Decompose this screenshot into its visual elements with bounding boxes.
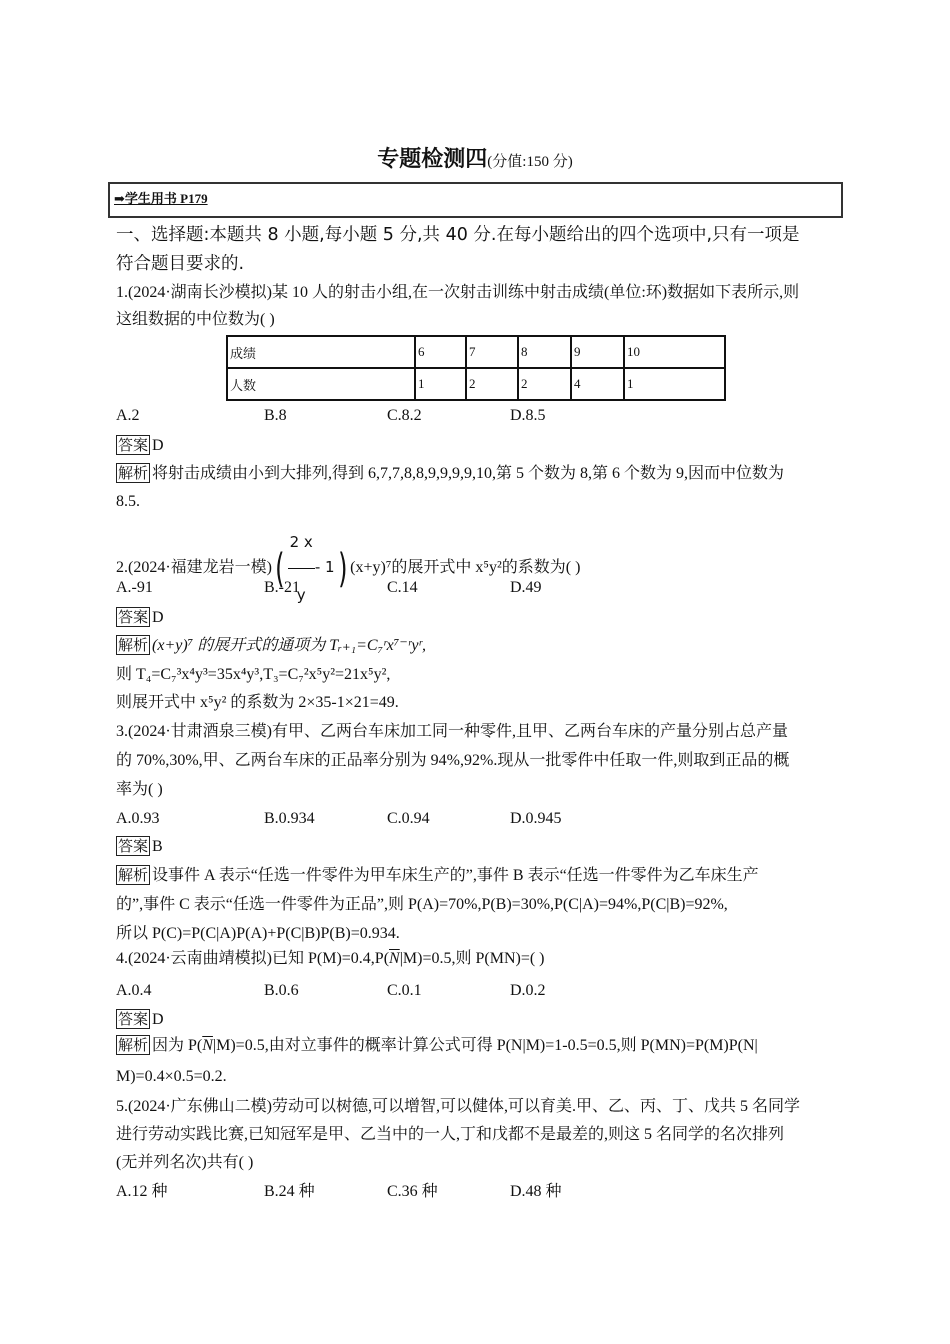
q5-stem-line2: 进行劳动实践比赛,已知冠军是甲、乙当中的一人,丁和戊都不是最差的,则这 5 名同学的名次排列 [116,1126,785,1143]
q2-frac-denominator: y [296,586,306,604]
q3-option-c[interactable]: C.0.94 [387,810,430,827]
table-row [227,336,725,368]
q2-frac-numerator: 2 x [288,516,315,569]
q2-option-d[interactable]: D.49 [510,579,542,596]
title-main: 专题检测四 [377,147,488,172]
q5-option-b[interactable]: B.24 种 [264,1183,315,1200]
right-paren: ) [337,545,348,592]
q2-fraction [288,516,315,621]
table-row [227,368,725,400]
table-cell: 10 [624,336,725,368]
section-heading-line2: 符合题目要求的. [116,254,245,274]
table-cell: 8 [518,336,571,368]
q1-option-c[interactable]: C.8.2 [387,407,422,424]
q3-option-a[interactable]: A.0.93 [116,810,160,827]
q4-stem-a: 4.(2024·云南曲靖模拟)已知 P(M)=0.4,P( [116,950,390,967]
q1-option-d[interactable]: D.8.5 [510,407,546,424]
table-cell: 成绩 [227,336,415,368]
table-cell: 1 [415,368,466,400]
table-cell: 人数 [227,368,415,400]
q2-analysis-text1: (x+y)⁷ 的展开式的通项为 Tᵣ₊₁=C₇ʳx⁷⁻ʳyʳ, [152,637,426,654]
q2-option-c[interactable]: C.14 [387,579,418,596]
q1-stem-line2: 这组数据的中位数为( ) [116,311,275,328]
q4-option-a[interactable]: A.0.4 [116,982,152,999]
q4-option-b[interactable]: B.0.6 [264,982,299,999]
table-cell: 1 [624,368,725,400]
q1-option-b[interactable]: B.8 [264,407,287,424]
q2-analysis-line3: 则展开式中 x⁵y² 的系数为 2×35-1×21=49. [116,694,399,711]
q4-analysis-line1 [116,1035,758,1057]
table-cell: 7 [466,336,518,368]
q5-option-a[interactable]: A.12 种 [116,1183,168,1200]
q1-analysis-line1 [116,463,784,485]
q5-stem-line1: 5.(2024·广东佛山二模)劳动可以树德,可以增智,可以健体,可以育美.甲、乙、丙、丁、戊共 5 名同学 [116,1098,800,1115]
q3-stem-line1: 3.(2024·甘肃酒泉三模)有甲、乙两台车床加工同一种零件,且甲、乙两台车床的产量分别占总产量 [116,723,788,740]
q3-answer-value: B [152,838,163,855]
q4-option-d[interactable]: D.0.2 [510,982,546,999]
q3-analysis-line3: 所以 P(C)=P(C|A)P(A)+P(C|B)P(B)=0.934. [116,925,400,942]
q3-analysis-line1 [116,865,759,887]
analysis-tag: 解析 [118,464,149,482]
q5-option-c[interactable]: C.36 种 [387,1183,438,1200]
answer-tag: 答案 [118,837,149,855]
analysis-tag: 解析 [118,1036,149,1054]
q4-analysis-n-bar: $\overline{N}$ [202,1037,213,1054]
q3-analysis-text1: 设事件 A 表示“任选一件零件为甲车床生产的”,事件 B 表示“任选一件零件为乙车床生产 [152,867,759,884]
q4-analysis-text1a: 因为 P( [152,1037,203,1054]
q4-option-c[interactable]: C.0.1 [387,982,422,999]
table-cell: 9 [571,336,624,368]
q2-minus-one: - 1 [314,558,335,577]
page-title [0,142,950,173]
q4-answer [116,1009,164,1031]
q2-stem [116,516,580,621]
q1-analysis-line2: 8.5. [116,493,140,510]
q4-answer-value: D [152,1011,164,1028]
student-book-link[interactable]: ➡学生用书 P179 [114,191,208,206]
q2-option-a[interactable]: A.-91 [116,579,153,596]
q1-answer-value: D [152,437,164,454]
q2-option-b[interactable]: B.-21 [264,579,300,596]
q4-stem [116,948,545,970]
q1-answer [116,435,164,457]
q4-stem-b: |M)=0.5,则 P(MN)=( ) [399,950,545,967]
q2-analysis-line2: 则 T₄=C₇³x⁴y³=35x⁴y³,T₃=C₇²x⁵y²=21x⁵y², [116,666,391,683]
q3-answer [116,836,163,858]
q3-option-d[interactable]: D.0.945 [510,810,562,827]
student-book-banner [108,182,843,218]
analysis-tag: 解析 [118,636,149,654]
q1-option-a[interactable]: A.2 [116,407,140,424]
section-heading-line1: 一、选择题:本题共 8 小题,每小题 5 分,共 40 分.在每小题给出的四个选项中,只有一项是 [116,225,800,245]
q5-option-d[interactable]: D.48 种 [510,1183,562,1200]
q2-suffix: (x+y)⁷的展开式中 x⁵y²的系数为( ) [350,559,581,577]
table-cell: 2 [518,368,571,400]
left-paren: ( [275,545,285,592]
q3-analysis-line2: 的”,事件 C 表示“任选一件零件为正品”,则 P(A)=70%,P(B)=30%,P(C|A)=94%,P(C|B)=92%, [116,896,728,913]
analysis-tag: 解析 [118,866,149,884]
table-cell: 6 [415,336,466,368]
q1-stem-line1: 1.(2024·湖南长沙模拟)某 10 人的射击小组,在一次射击训练中射击成绩(单位:环)数据如下表所示,则 [116,284,800,301]
q1-score-table [226,335,726,401]
q4-analysis-line2: M)=0.4×0.5=0.2. [116,1068,227,1085]
answer-tag: 答案 [118,608,149,626]
q4-analysis-text1b: |M)=0.5,由对立事件的概率计算公式可得 P(N|M)=1-0.5=0.5,则 P(MN)=P(M)P(N| [212,1037,758,1054]
answer-tag: 答案 [118,1010,149,1028]
q2-analysis-line1 [116,635,426,657]
q5-stem-line3: (无并列名次)共有( ) [116,1154,254,1171]
q2-prefix: 2.(2024·福建龙岩一模) [116,559,272,577]
q3-stem-line2: 的 70%,30%,甲、乙两台车床的正品率分别为 94%,92%.现从一批零件中任取一件,则取到正品的概 [116,752,790,769]
title-score: (分值:150 分) [487,154,573,170]
q3-option-b[interactable]: B.0.934 [264,810,315,827]
table-cell: 2 [466,368,518,400]
q2-answer [116,607,164,629]
table-cell: 4 [571,368,624,400]
q1-analysis-text1: 将射击成绩由小到大排列,得到 6,7,7,8,8,9,9,9,9,10,第 5 个数为 8,第 6 个数为 9,因而中位数为 [152,465,785,482]
q4-n-bar: $\overline{N}$ [389,950,400,967]
answer-tag: 答案 [118,436,149,454]
q3-stem-line3: 率为( ) [116,781,163,798]
q2-answer-value: D [152,609,164,626]
